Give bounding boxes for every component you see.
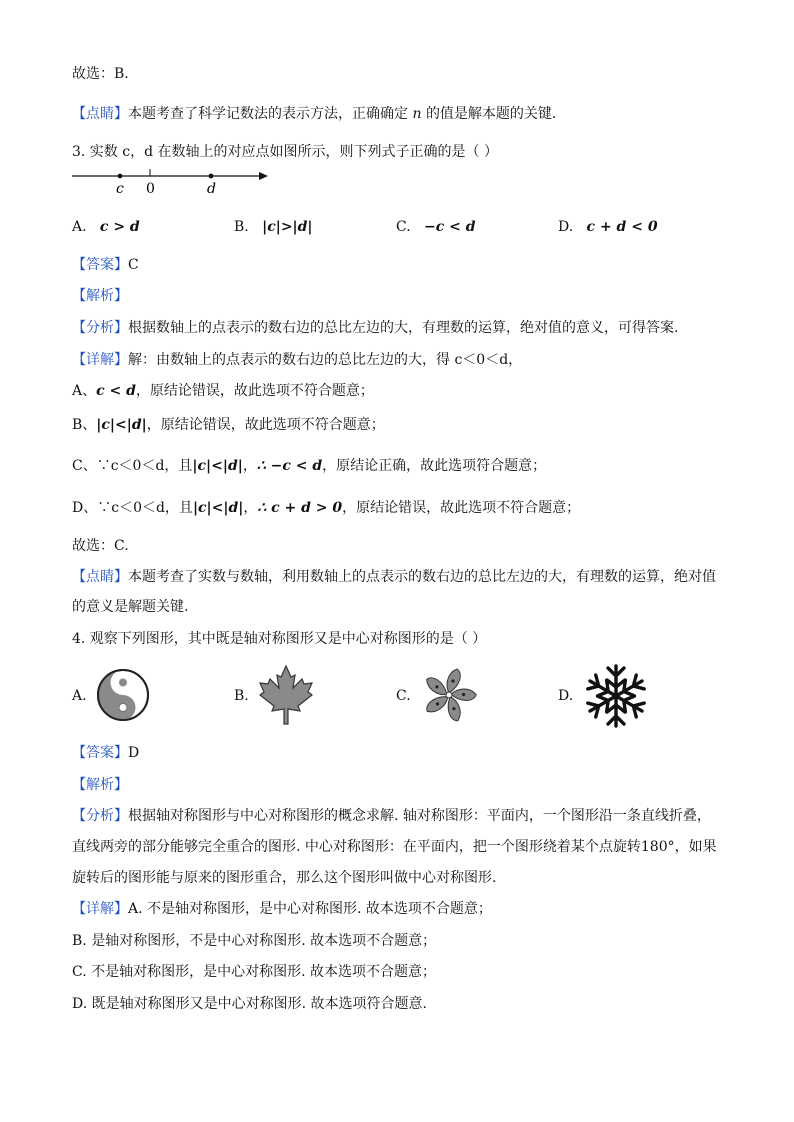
q3-comment <box>72 567 716 587</box>
fenxi-text: 根据轴对称图形与中心对称图形的概念求解. 轴对称图形：平面内，一个图形沿一条直线折叠， <box>128 808 711 824</box>
q4-fenxi <box>72 806 711 826</box>
line-math: |c|<|d| <box>192 458 243 474</box>
q4-xiangjie <box>72 899 492 919</box>
q3-analysis-tag <box>72 286 128 306</box>
comment-tag: 【点睛】 <box>72 569 128 585</box>
q3-comment-cont: 的意义是解题关键. <box>72 599 189 615</box>
line-text: ，原结论正确，故此选项符合题意； <box>322 458 547 474</box>
q4-option-a-letter: A. <box>72 688 87 704</box>
comment-line <box>72 104 556 124</box>
option-expr: c + d < 0 <box>586 219 658 235</box>
line-prefix: B、 <box>72 417 97 433</box>
maple-leaf-icon[interactable] <box>258 664 314 726</box>
line-math: |c|<|d| <box>192 500 244 516</box>
q4-answer <box>72 743 139 763</box>
q3-option-c[interactable] <box>396 217 476 237</box>
comment-tail: 的值是解本题的关键. <box>425 106 557 122</box>
line-text: ，原结论错误，故此选项不符合题意； <box>135 383 374 399</box>
label-d: d <box>207 181 216 197</box>
q4-option-d-letter: D. <box>558 688 574 704</box>
answer-value: C <box>128 257 139 273</box>
answer-line: 故选：B. <box>72 66 129 82</box>
q4-stem: 4. 观察下列图形，其中既是轴对称图形又是中心对称图形的是（ ） <box>72 631 487 647</box>
option-expr: |c|>|d| <box>262 219 313 235</box>
q3-option-a[interactable] <box>72 217 140 237</box>
option-letter: D. <box>558 219 574 235</box>
option-expr: c > d <box>99 219 140 235</box>
answer-value: D <box>128 745 140 761</box>
comment-tag: 【点睛】 <box>72 106 128 122</box>
xiangjie-tag: 【详解】 <box>72 352 128 368</box>
line-text: ，原结论错误，故此选项不符合题意； <box>146 417 385 433</box>
answer-tag: 【答案】 <box>72 745 128 761</box>
line-math: ∴ −c < d <box>256 458 323 474</box>
fenxi-text: 根据数轴上的点表示的数右边的总比左边的大，有理数的运算，绝对值的意义，可得答案. <box>128 320 679 336</box>
q3-line-a <box>72 381 374 401</box>
line-sep: ， <box>242 458 257 474</box>
analysis-tag: 【解析】 <box>72 777 128 793</box>
comment-var: n <box>412 106 422 122</box>
label-c: c <box>116 181 124 197</box>
xiangjie-text: 解：由数轴上的点表示的数右边的总比左边的大，得 c＜0＜d， <box>128 352 523 368</box>
comment-text: 本题考查了科学记数法的表示方法，正确确定 <box>128 106 408 122</box>
fenxi-tag: 【分析】 <box>72 808 128 824</box>
q3-option-b[interactable] <box>234 217 313 237</box>
q3-xiangjie <box>72 350 522 370</box>
q3-line-b <box>72 415 385 435</box>
line-prefix: D、∵c＜0＜d，且 <box>72 500 193 516</box>
number-line-figure <box>72 164 272 198</box>
q3-option-d[interactable] <box>558 217 658 237</box>
q4-analysis-tag <box>72 775 128 795</box>
q4-option-c-letter: C. <box>396 688 411 704</box>
q4-option-b-letter: B. <box>234 688 249 704</box>
q4-line-d: D. 既是轴对称图形又是中心对称图形. 故本选项符合题意. <box>72 996 427 1012</box>
option-letter: C. <box>396 219 411 235</box>
line-prefix: C、∵c＜0＜d，且 <box>72 458 193 474</box>
line-math: c < d <box>96 383 136 399</box>
line-text: ，原结论错误，故此选项不符合题意； <box>342 500 581 516</box>
q4-fenxi-cont-1: 直线两旁的部分能够完全重合的图形. 中心对称图形：在平面内，把一个图形绕着某个点旋转180°，如果 <box>72 839 717 855</box>
point-c <box>118 174 123 179</box>
line-sep: ， <box>243 500 258 516</box>
line-math: ∴ c + d > 0 <box>257 500 343 516</box>
option-expr: −c < d <box>424 219 476 235</box>
label-zero: 0 <box>146 181 155 197</box>
option-letter: A. <box>72 219 87 235</box>
answer-tag: 【答案】 <box>72 257 128 273</box>
analysis-tag: 【解析】 <box>72 288 128 304</box>
axis-arrow-icon <box>259 172 268 180</box>
xiangjie-text: A. 不是轴对称图形，是中心对称图形. 故本选项不合题意； <box>128 901 492 917</box>
q3-choose: 故选：C. <box>72 538 129 554</box>
snowflake-icon[interactable] <box>582 662 650 730</box>
yin-yang-icon[interactable] <box>96 668 150 722</box>
fenxi-tag: 【分析】 <box>72 320 128 336</box>
q3-line-c <box>72 456 546 476</box>
q4-fenxi-cont-2: 旋转后的图形能与原来的图形重合，那么这个图形叫做中心对称图形. <box>72 870 497 886</box>
point-d <box>209 174 214 179</box>
bauhinia-flower-icon[interactable] <box>420 666 478 724</box>
line-prefix: A、 <box>72 383 97 399</box>
q4-line-b: B. 是轴对称图形，不是中心对称图形. 故本选项不合题意； <box>72 933 437 949</box>
option-letter: B. <box>234 219 249 235</box>
xiangjie-tag: 【详解】 <box>72 901 128 917</box>
q3-fenxi <box>72 318 678 338</box>
q4-line-c: C. 不是轴对称图形，是中心对称图形. 故本选项不合题意； <box>72 964 437 980</box>
q3-stem: 3. 实数 c，d 在数轴上的对应点如图所示，则下列式子正确的是（ ） <box>72 144 498 160</box>
comment-text: 本题考查了实数与数轴，利用数轴上的点表示的数右边的总比左边的大，有理数的运算，绝对值 <box>128 569 716 585</box>
line-math: |c|<|d| <box>96 417 147 433</box>
q3-answer <box>72 255 139 275</box>
q3-line-d <box>72 498 580 518</box>
